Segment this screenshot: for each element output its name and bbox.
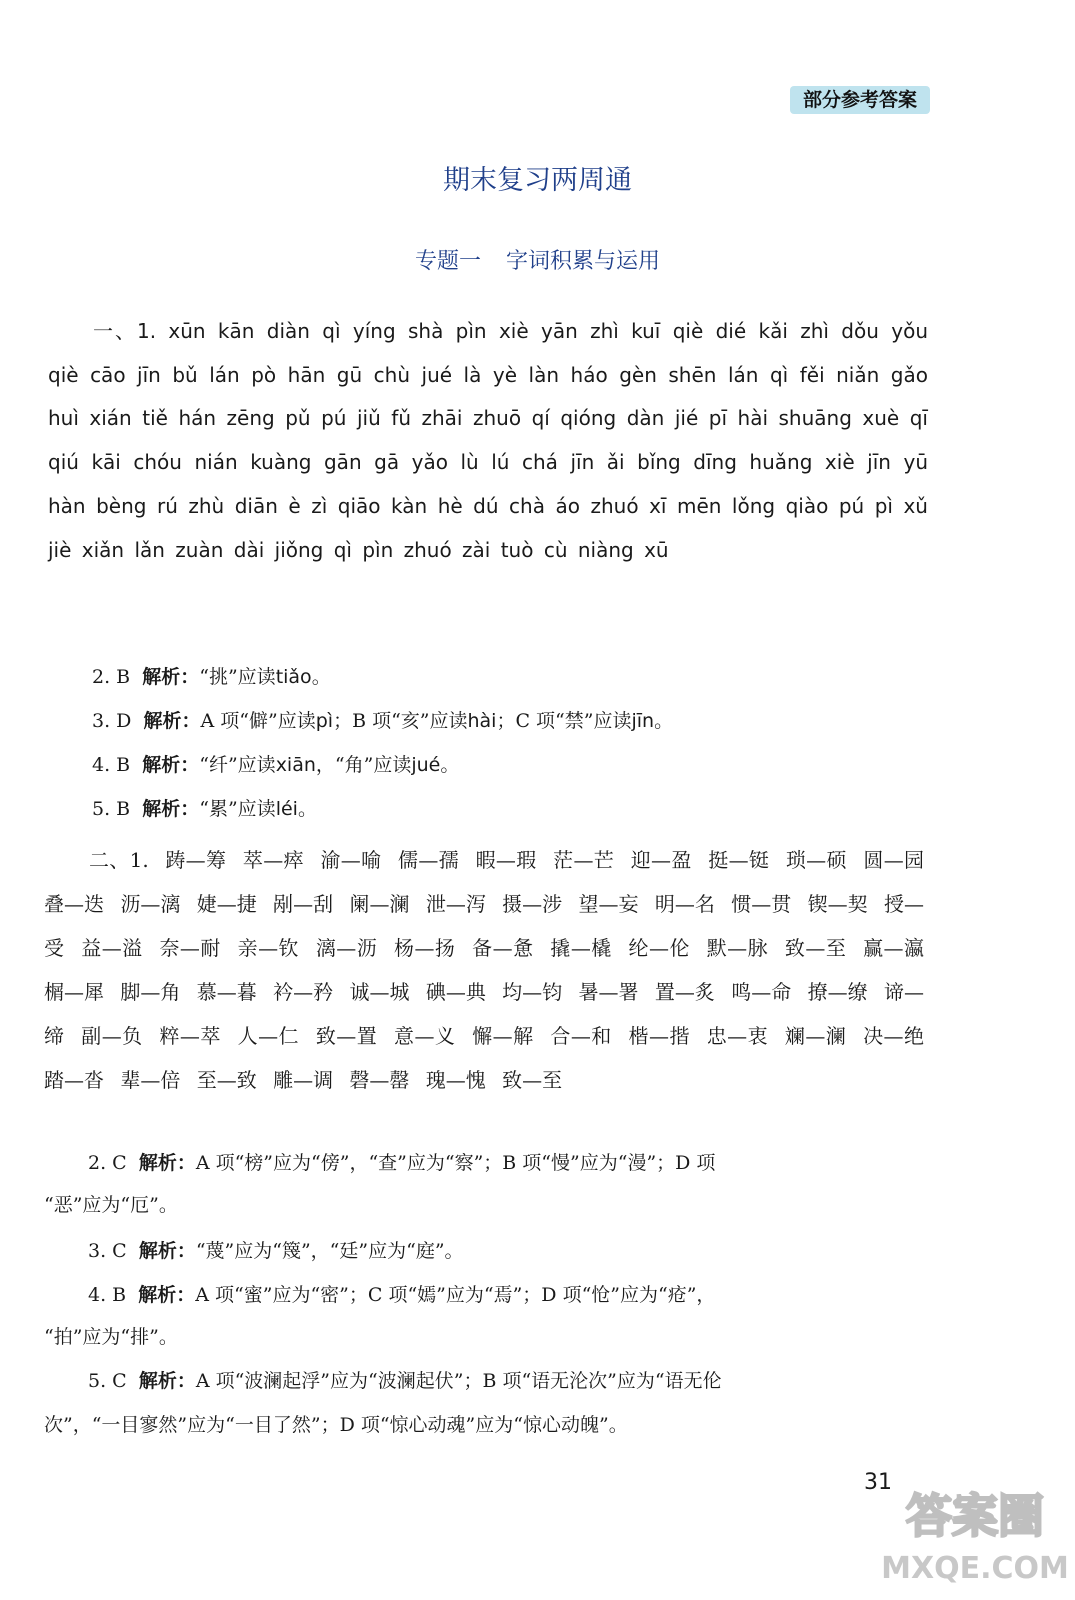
answer-2-2: 2. C 解析：A 项“榜”应为“傍”，“查”应为“察”；B 项“慢”应为“漫”；D 项 [88,1152,716,1174]
watermark-logo-text: 答案圈 [906,1489,1044,1543]
section-badge: 部分参考答案 [790,86,930,114]
watermark-logo-icon [880,1470,1070,1590]
answer-2-5-cont: 次”，“一目寥然”应为“一目了然”；D 项“惊心动魂”应为“惊心动魄”。 [44,1414,628,1436]
watermark-site-text: MXQE.COM [881,1551,1069,1586]
answer-2-4: 4. B 解析：A 项“蜜”应为“密”；C 项“嫣”应为“焉”；D 项“怆”应为“疮”， [88,1284,716,1306]
answer-2-5: 5. C 解析：A 项“波澜起浮”应为“波澜起伏”；B 项“语无沦次”应为“语无伦 [88,1370,722,1392]
page-title: 期末复习两周通 [443,165,632,196]
answer-2-2-cont: “恶”应为“厄”。 [44,1194,178,1216]
answer-1-4: 4. B 解析：“纤”应读xiān，“角”应读jué。 [92,754,460,776]
answer-2-3: 3. C 解析：“蔑”应为“篾”，“廷”应为“庭”。 [88,1240,464,1262]
character-pairs-block: 二、1. 踌—筹 萃—瘁 渝—喻 儒—孺 暇—瑕 茫—芒 迎—盈 挺—铤 琐—硕 圆—园 叠—迭 沥—漓 婕—捷 剐—刮 阑—澜 泄—泻 摄—涉 望—妄 明—名 惯—贯 锲—契 授—受 益—溢 奈—耐 亲—钦 漓—沥 杨—扬 备—惫 撬—橇 纶—伦 默—脉 致—至 赢—瀛 榍—犀 脚—角 慕—暮 衿—矜 诚—城 碘—典 均—钧 暑—署 置—炙 鸣—命 撩—缭 谛—缔 副—负 粹—萃 人—仁 致—置 意—义 懈—解 合—和 楷—揩 忠—衷 斓—澜 决—绝 踏—沓 辈—倍 至—致 雕—调 磬—罄 瑰—愧 致—至 [44,848,924,1092]
answer-1-2: 2. B 解析：“挑”应读tiǎo。 [92,666,331,688]
answer-2-4-cont: “拍”应为“排”。 [44,1326,178,1348]
answer-1-5: 5. B 解析：“累”应读léi。 [92,798,317,820]
page-number: 31 [864,1470,892,1495]
answer-1-3: 3. D 解析：A 项“僻”应读pì；B 项“亥”应读hài；C 项“禁”应读jīn。 [92,710,674,732]
section-subtitle: 专题一 字词积累与运用 [415,249,660,274]
pinyin-answer-block: 一、1. xūn kān diàn qì yíng shà pìn xiè yān zhì kuī qiè dié kǎi zhì dǒu yǒu qiè cāo jīn bǔ lán pò hān gū chù jué là yè làn háo gèn shēn lán qì fěi niǎn gǎo huì xián tiě hán zēng pǔ pú jiǔ fǔ zhāi zhuō qí qióng dàn jié pī hài shuāng xuè qī qiú kāi chóu nián kuàng gān gā yǎo lù lú chá jīn ǎi bǐng dīng huǎng xiè jīn yū hàn bèng rú zhù diān è zì qiāo kàn hè dú chà áo zhuó xī mēn lǒng qiào pú pì xǔ jiè xiǎn lǎn zuàn dài jiǒng qì pìn zhuó zài tuò cù niàng xū [48,319,928,562]
